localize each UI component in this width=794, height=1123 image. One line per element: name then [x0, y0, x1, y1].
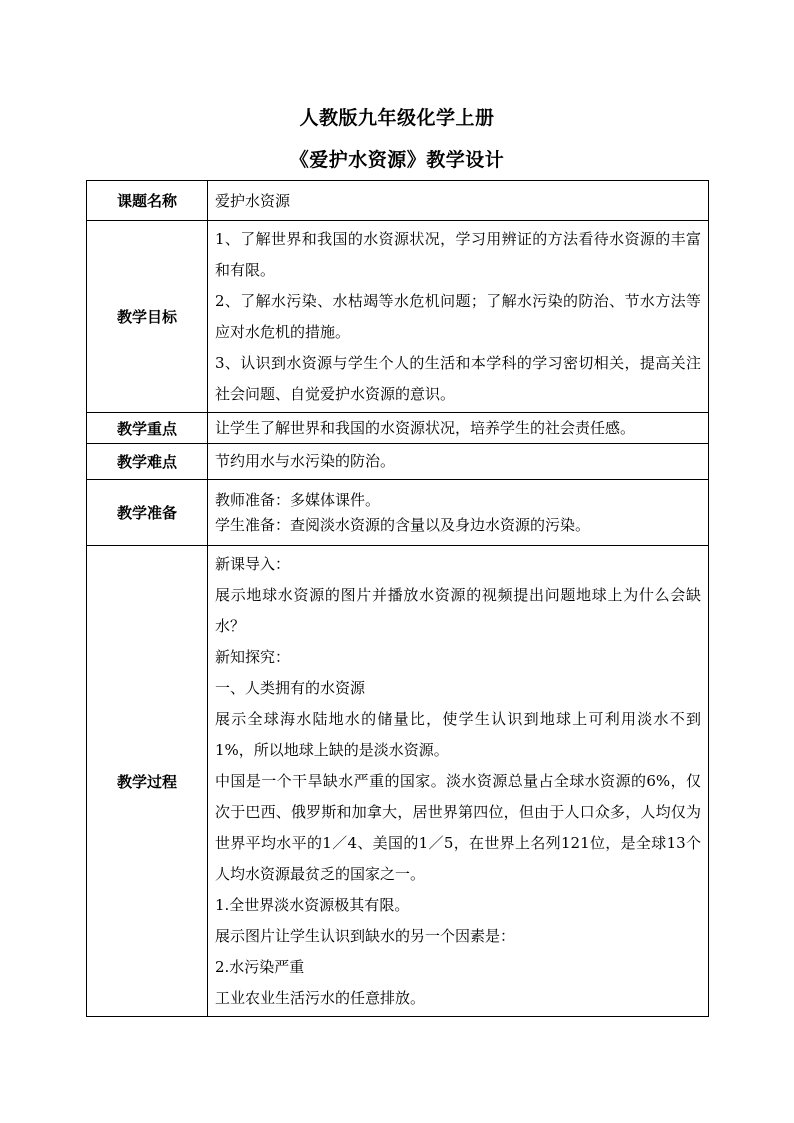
table-row-topic	[87, 181, 709, 221]
lesson-plan-table	[86, 180, 709, 1017]
document-subtitle: 《爱护水资源》教学设计	[289, 149, 505, 171]
table-row-objectives	[87, 221, 709, 413]
table-row-process	[87, 546, 709, 1017]
row-content-topic	[208, 181, 709, 221]
content-line: 教师准备：多媒体课件。	[215, 490, 381, 509]
objective-item: 2、了解水污染、水枯竭等水危机问题；了解水污染的防治、节水方法等应对水危机的措施。	[215, 292, 701, 341]
table-row-difficulties	[87, 444, 709, 480]
row-label-difficulties: 教学难点	[87, 444, 208, 480]
row-label-preparation: 教学准备	[87, 480, 208, 546]
content-line: 中国是一个干旱缺水严重的国家。淡水资源总量占全球水资源的6%，仅次于巴西、俄罗斯和加拿大，居世界第四位，但由于人口众多，人均仅为世界平均水平的1／4、美国的1／5，在世界上名列121位，是全球13个人均水资源最贫乏的国家之一。	[215, 772, 701, 883]
document-title: 人教版九年级化学上册	[299, 107, 495, 129]
content-line: 1.全世界淡水资源极其有限。	[215, 896, 410, 914]
content-line: 新课导入：	[215, 555, 291, 573]
content-line: 2.水污染严重	[215, 958, 305, 976]
content-line: 展示地球水资源的图片并播放水资源的视频提出问题地球上为什么会缺水？	[215, 586, 701, 635]
content-line: 学生准备：查阅淡水资源的含量以及身边水资源的污染。	[215, 515, 591, 534]
table-row-key-points	[87, 413, 709, 444]
content-line: 一、人类拥有的水资源	[215, 679, 366, 697]
row-label-key-points: 教学重点	[87, 413, 208, 444]
row-content-process	[208, 546, 709, 1017]
row-content-preparation	[208, 480, 709, 546]
row-label-objectives: 教学目标	[87, 221, 208, 413]
row-content-difficulties	[208, 444, 709, 480]
row-label-topic: 课题名称	[87, 181, 208, 221]
content-line: 让学生了解世界和我国的水资源状况，培养学生的社会责任感。	[215, 418, 636, 437]
objective-item: 3、认识到水资源与学生个人的生活和本学科的学习密切相关，提高关注社会问题、自觉爱护水资源的意识。	[215, 354, 701, 403]
row-content-objectives	[208, 221, 709, 413]
row-content-key-points	[208, 413, 709, 444]
content-line: 展示图片让学生认识到缺水的另一个因素是：	[215, 927, 516, 945]
content-line: 新知探究：	[215, 648, 291, 666]
objective-item: 1、了解世界和我国的水资源状况，学习用辨证的方法看待水资源的丰富和有限。	[215, 230, 701, 279]
table-row-preparation	[87, 480, 709, 546]
content-line: 工业农业生活污水的任意排放。	[215, 989, 426, 1007]
content-line: 展示全球海水陆地水的储量比，使学生认识到地球上可利用淡水不到1%，所以地球上缺的是淡水资源。	[215, 710, 701, 759]
content-line: 爱护水资源	[215, 191, 291, 210]
content-line: 节约用水与水污染的防治。	[215, 452, 396, 470]
row-label-process: 教学过程	[87, 546, 208, 1017]
